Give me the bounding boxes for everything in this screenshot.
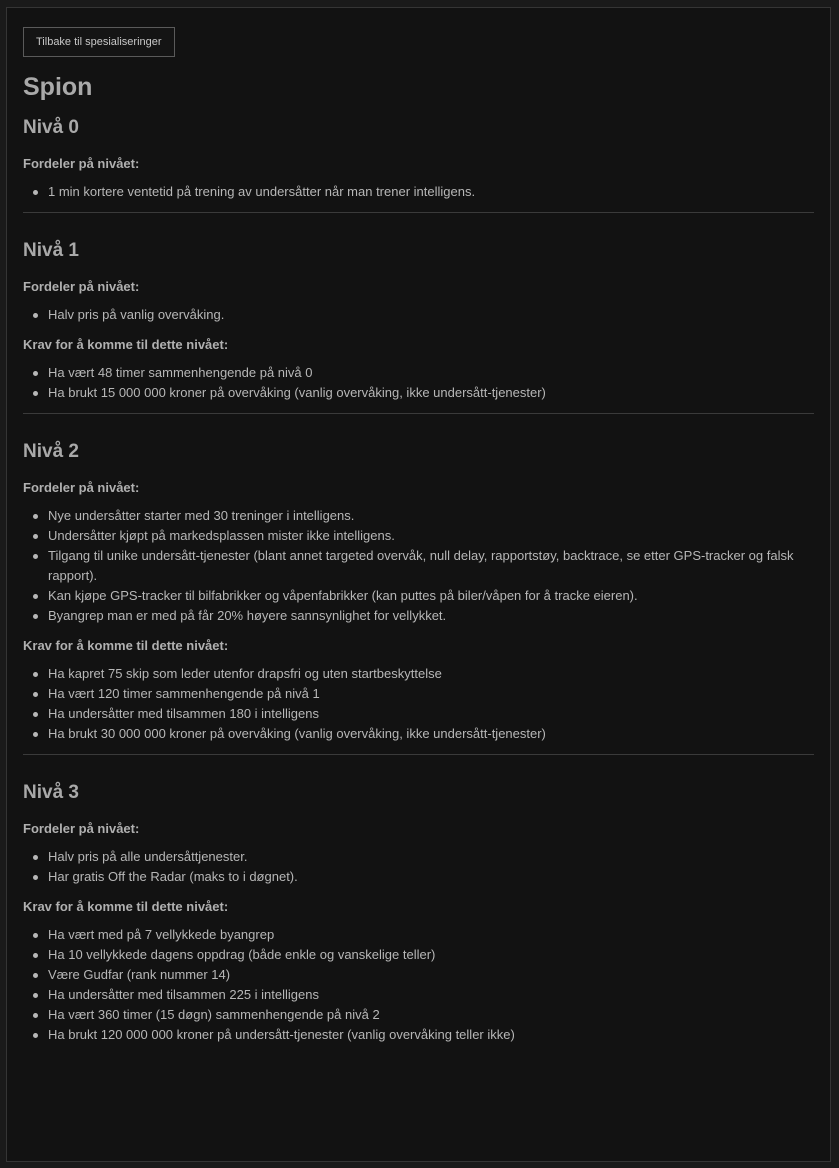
level-0-section — [23, 108, 814, 213]
list-item: Ha kapret 75 skip som leder utenfor drapsfri og uten startbeskyttelse — [48, 664, 814, 684]
list-item: Ha undersåtter med tilsammen 180 i intelligens — [48, 704, 814, 724]
list-item: Ha 10 vellykkede dagens oppdrag (både enkle og vanskelige teller) — [48, 945, 814, 965]
level-title: Nivå 2 — [23, 441, 79, 462]
list-item: Byangrep man er med på får 20% høyere sannsynlighet for vellykket. — [48, 606, 814, 626]
list-item: Ha vært 120 timer sammenhengende på nivå 1 — [48, 684, 814, 704]
benefits-heading: Fordeler på nivået: — [23, 156, 140, 171]
back-to-specializations-button[interactable]: Tilbake til spesialiseringer — [23, 27, 175, 57]
requirements-heading: Krav for å komme til dette nivået: — [23, 337, 229, 352]
content-panel — [6, 7, 831, 1162]
list-item: Halv pris på alle undersåttjenester. — [48, 847, 814, 867]
benefits-heading: Fordeler på nivået: — [23, 279, 140, 294]
level-title: Nivå 3 — [23, 782, 79, 803]
page-title: Spion — [23, 73, 93, 101]
benefits-list — [23, 506, 814, 626]
list-item: Være Gudfar (rank nummer 14) — [48, 965, 814, 985]
requirements-list — [23, 363, 814, 403]
list-item: Ha vært 48 timer sammenhengende på nivå 0 — [48, 363, 814, 383]
level-title: Nivå 1 — [23, 240, 79, 261]
benefits-list — [23, 305, 814, 325]
benefits-list — [23, 847, 814, 887]
level-1-section — [23, 231, 814, 414]
list-item: Ha brukt 120 000 000 kroner på undersått-tjenester (vanlig overvåking teller ikke) — [48, 1025, 814, 1045]
requirements-heading: Krav for å komme til dette nivået: — [23, 638, 229, 653]
list-item: Kan kjøpe GPS-tracker til bilfabrikker og våpenfabrikker (kan puttes på biler/våpen for å tracke eieren). — [48, 586, 814, 606]
list-item: Har gratis Off the Radar (maks to i døgnet). — [48, 867, 814, 887]
list-item: Nye undersåtter starter med 30 treninger i intelligens. — [48, 506, 814, 526]
requirements-heading: Krav for å komme til dette nivået: — [23, 899, 229, 914]
list-item: Halv pris på vanlig overvåking. — [48, 305, 814, 325]
list-item: Ha brukt 15 000 000 kroner på overvåking (vanlig overvåking, ikke undersått-tjenester) — [48, 383, 814, 403]
benefits-list — [23, 182, 814, 202]
list-item: Ha undersåtter med tilsammen 225 i intelligens — [48, 985, 814, 1005]
list-item: Tilgang til unike undersått-tjenester (blant annet targeted overvåk, null delay, rapportstøy, backtrace, se etter GPS-tracker og falsk rapport). — [48, 546, 814, 586]
benefits-heading: Fordeler på nivået: — [23, 480, 140, 495]
requirements-list — [23, 664, 814, 744]
level-title: Nivå 0 — [23, 117, 79, 138]
list-item: Ha vært 360 timer (15 døgn) sammenhengende på nivå 2 — [48, 1005, 814, 1025]
list-item: 1 min kortere ventetid på trening av undersåtter når man trener intelligens. — [48, 182, 814, 202]
list-item: Undersåtter kjøpt på markedsplassen mister ikke intelligens. — [48, 526, 814, 546]
level-2-section — [23, 432, 814, 755]
requirements-list — [23, 925, 814, 1045]
level-3-section — [23, 773, 814, 1055]
list-item: Ha brukt 30 000 000 kroner på overvåking (vanlig overvåking, ikke undersått-tjenester) — [48, 724, 814, 744]
benefits-heading: Fordeler på nivået: — [23, 821, 140, 836]
list-item: Ha vært med på 7 vellykkede byangrep — [48, 925, 814, 945]
